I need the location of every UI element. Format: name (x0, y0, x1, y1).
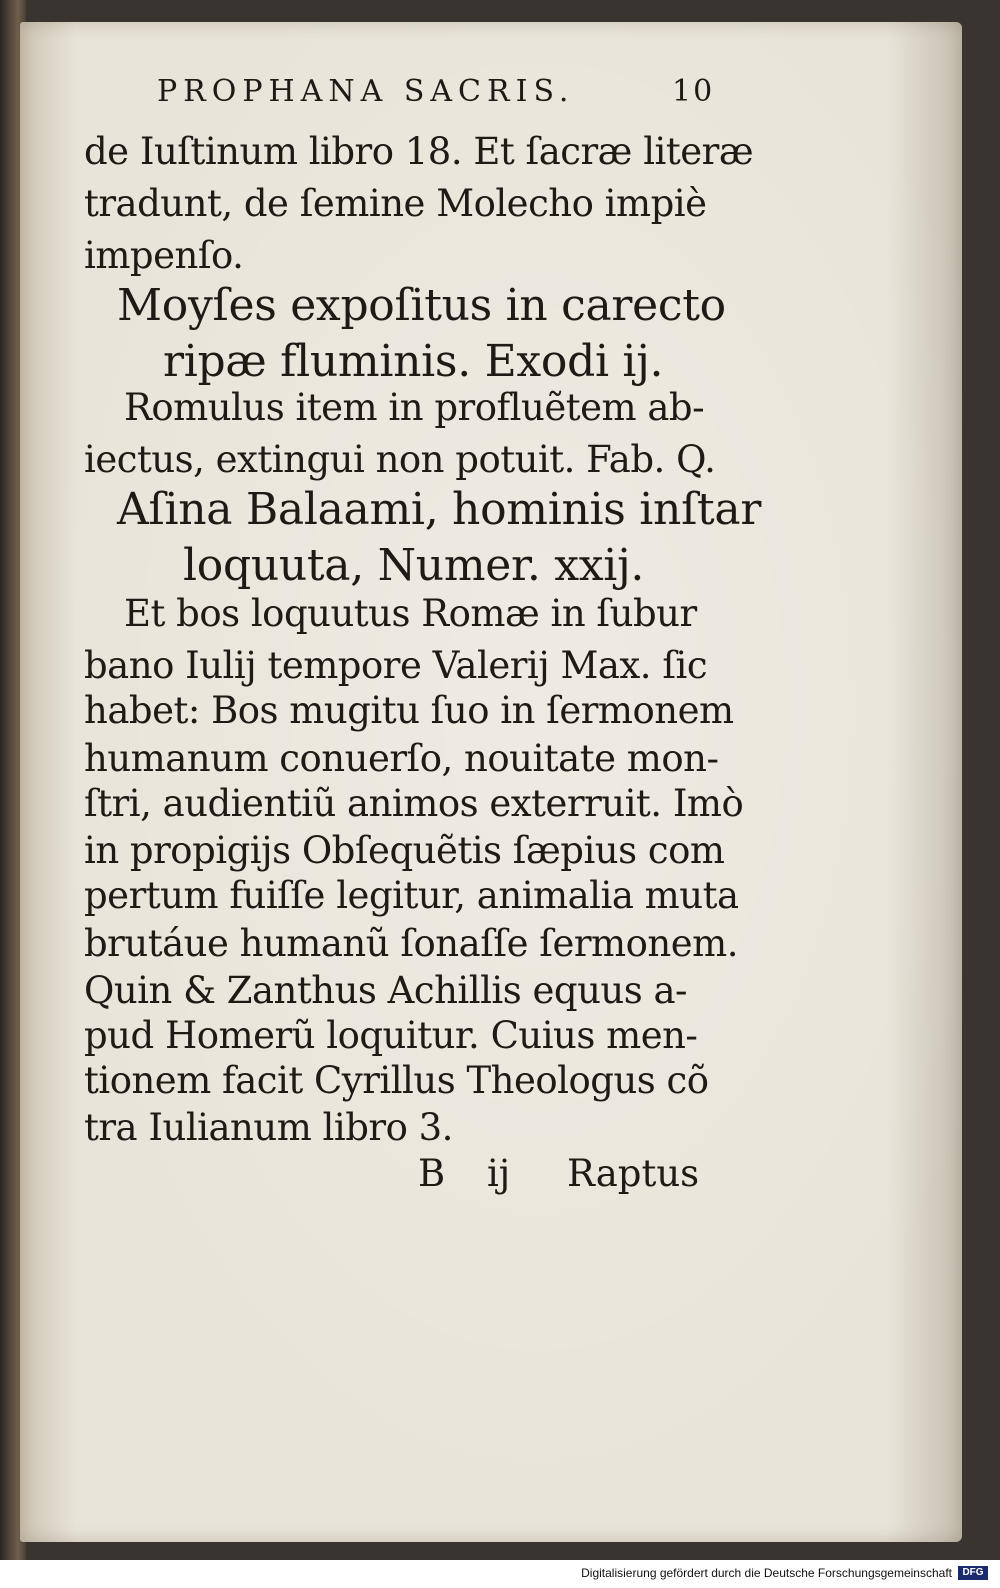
text-line: ſtri, audientiũ animos exterruit. Imò (84, 782, 744, 825)
funding-note: Digitalisierung gefördert durch die Deutsche Forschungsgemeinschaft (581, 1566, 952, 1580)
section-heading-line: loquuta, Numer. xxij. (183, 540, 645, 591)
dfg-logo: DFG (958, 1566, 988, 1580)
text-line: pud Homerũ loquitur. Cuius men- (84, 1014, 698, 1057)
text-line: impenſo. (84, 234, 244, 277)
section-heading-line: Aſina Balaami, hominis inſtar (117, 484, 762, 535)
text-line: brutáue humanũ ſonaſſe ſermonem. (84, 922, 738, 965)
text-line: Romulus item in profluẽtem ab- (124, 386, 705, 429)
text-line: humanum conuerſo, nouitate mon- (84, 737, 719, 780)
text-line: tionem facit Cyrillus Theologus cõ (84, 1059, 709, 1102)
section-heading-line: Moyſes expoſitus in carecto (117, 280, 726, 331)
text-line: in propigijs Obſequẽtis ſæpius com (84, 829, 725, 872)
signature-mark: B ij (418, 1152, 511, 1195)
running-head: PROPHANA SACRIS. (157, 74, 575, 109)
text-line: pertum fuiſſe legitur, animalia muta (84, 874, 739, 917)
text-line: tradunt, de ſemine Molecho impiè (84, 182, 707, 225)
text-line: habet: Bos mugitu ſuo in ſermonem (84, 689, 734, 732)
text-line: bano Iulij tempore Valerij Max. ſic (84, 644, 708, 687)
footer-bar (0, 1560, 1000, 1588)
text-line: tra Iulianum libro 3. (84, 1106, 453, 1149)
text-line: Et bos loquutus Romæ in ſubur (124, 592, 697, 635)
section-heading-line: ripæ fluminis. Exodi ij. (163, 336, 664, 387)
text-line: de Iuſtinum libro 18. Et ſacræ literæ (84, 130, 754, 173)
text-line: iectus, extingui non potuit. Fab. Q. (84, 438, 716, 481)
page-number: 10 (672, 74, 715, 109)
catchword: Raptus (567, 1152, 700, 1195)
text-line: Quin & Zanthus Achillis equus a- (84, 969, 688, 1012)
